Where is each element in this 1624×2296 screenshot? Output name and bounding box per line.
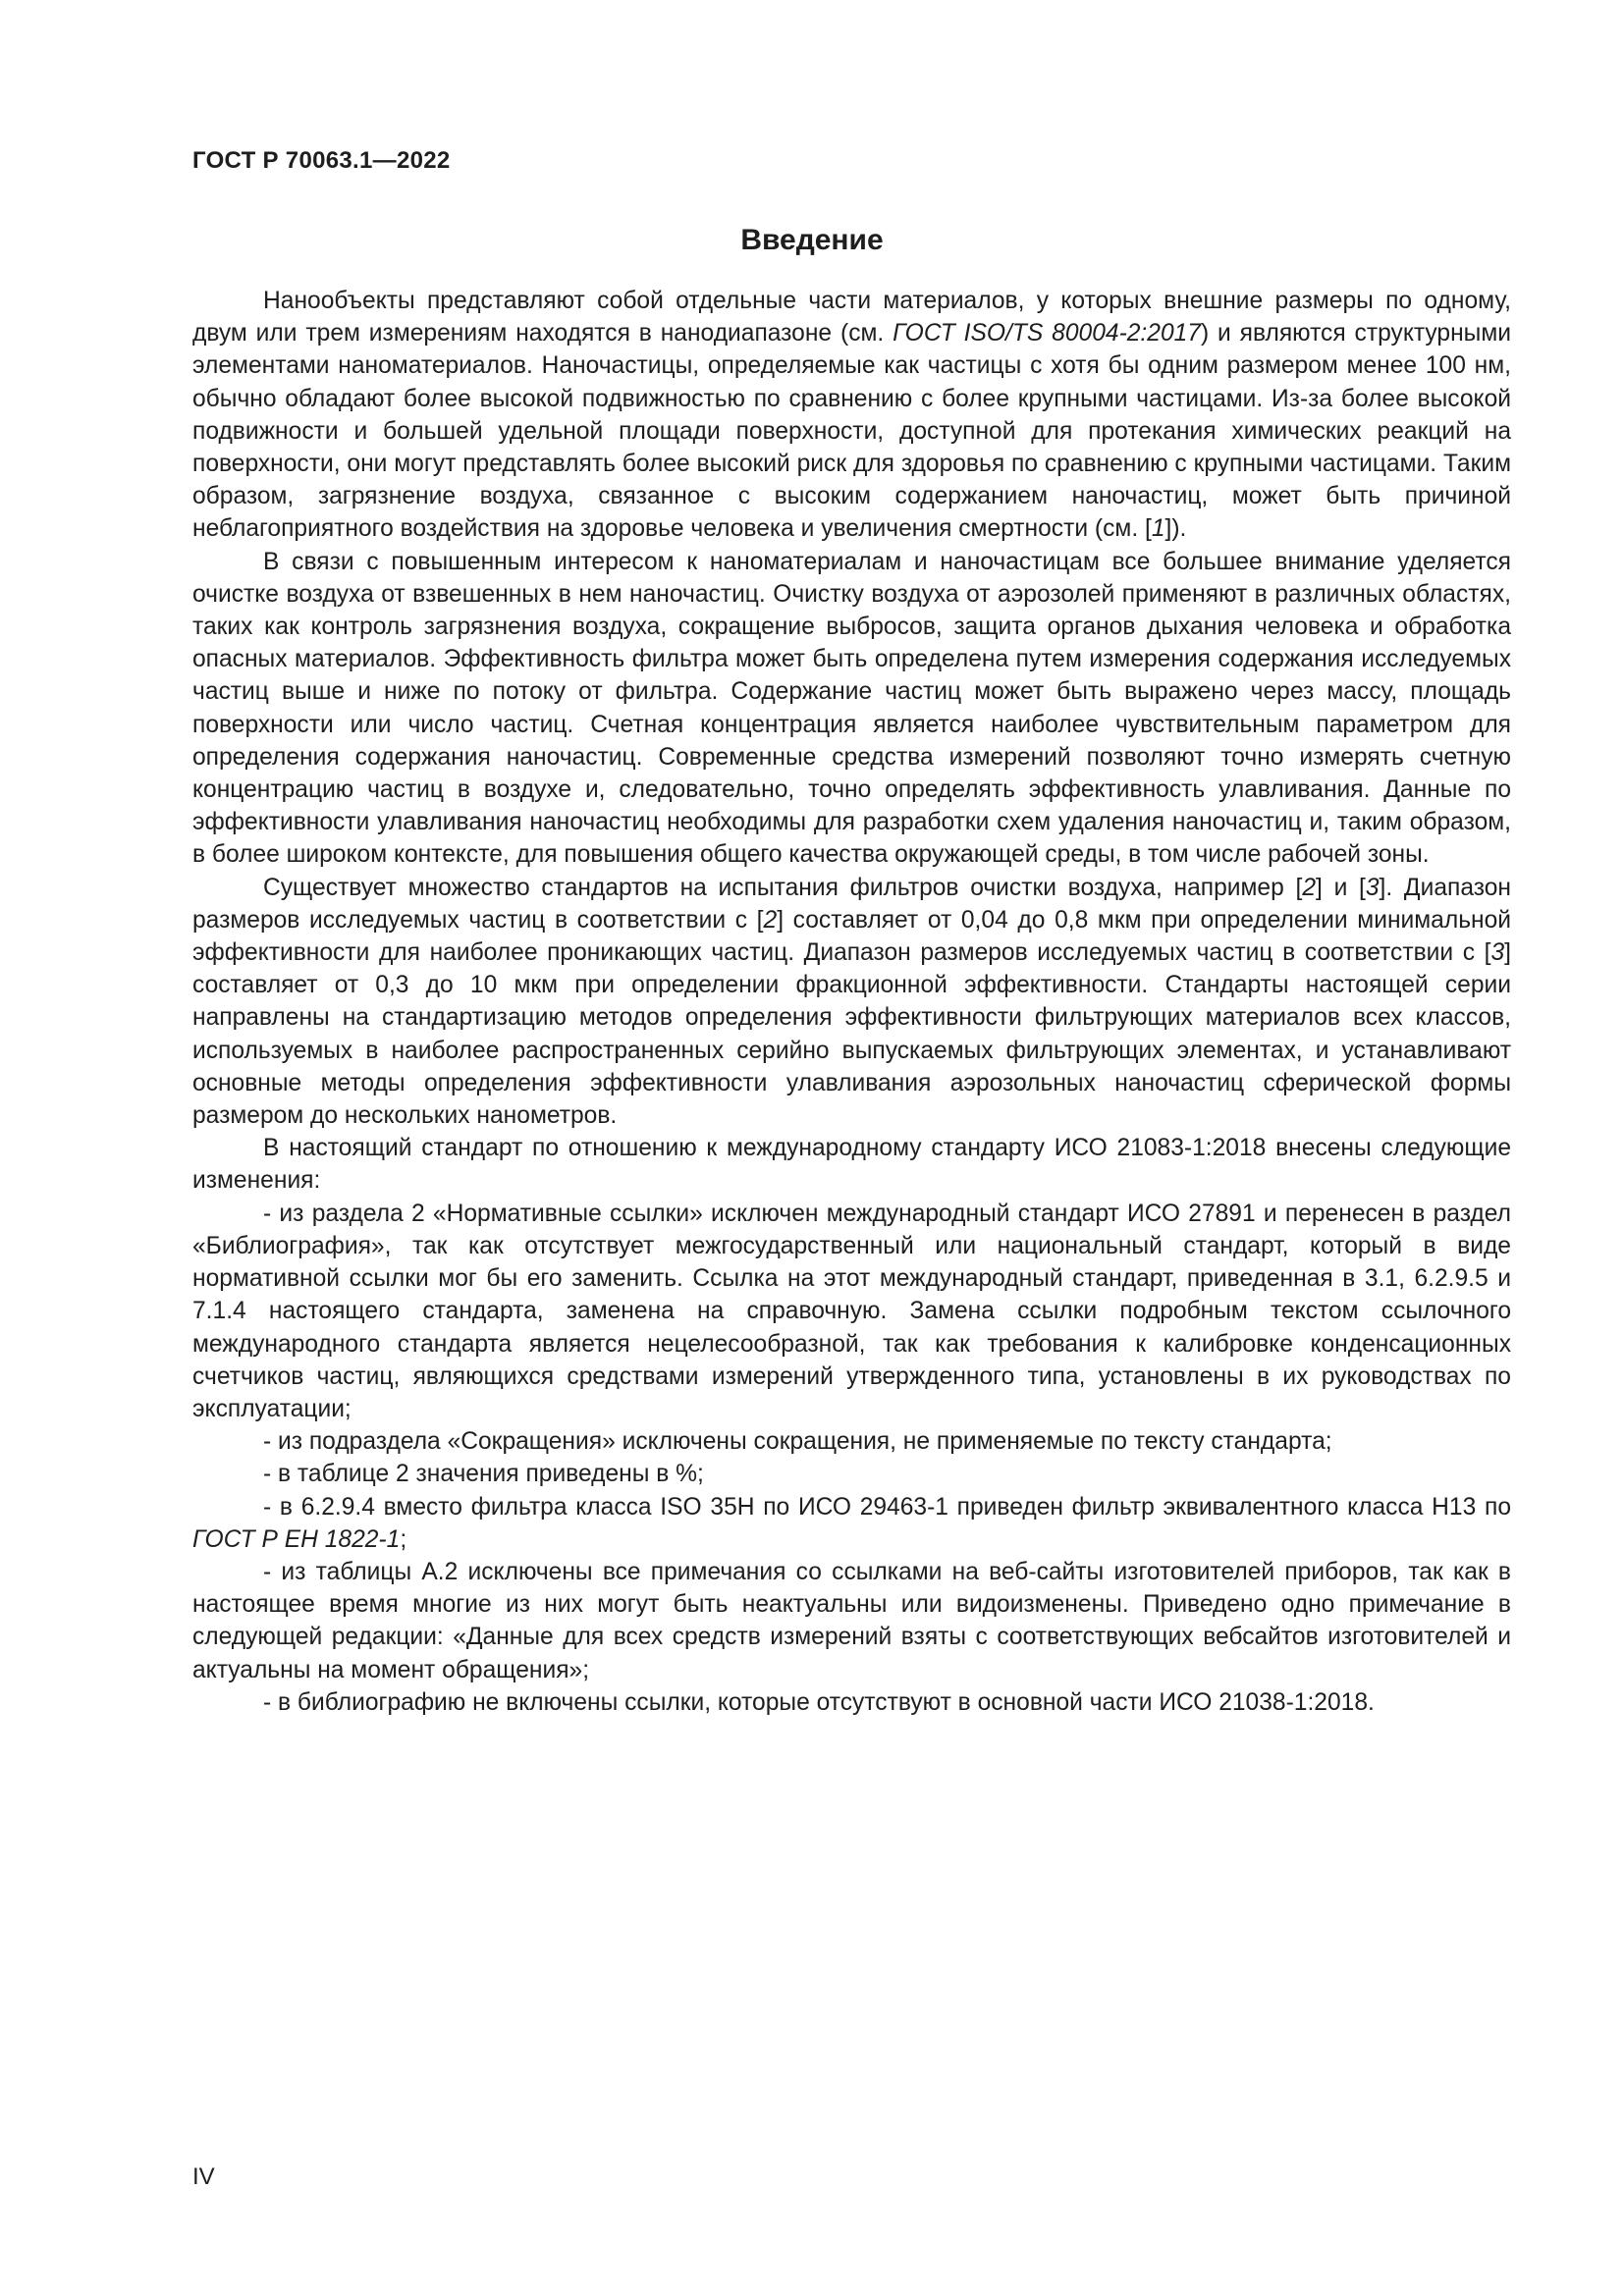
page-number: IV bbox=[192, 2163, 215, 2190]
paragraph bbox=[192, 546, 1511, 872]
paragraph-text: ] и [ bbox=[1316, 874, 1366, 901]
reference-italic: 3 bbox=[1365, 874, 1380, 901]
paragraph-text: ) и являются структурными элементами наноматериалов. Наночастицы, определяемые как частицы с хотя бы одним размером менее 100 нм, обычно обладают более высокой подвижностью по сравнению с более крупными частицами. Из-за более высокой подвижности и большей удельной площади поверхности, доступной для протекания химических реакций на поверхности, они могут представлять более высокий риск для здоровья по сравнению с крупными частицами. Таким образом, загрязнение воздуха, связанное с высоким содержанием наночастиц, может быть причиной неблагоприятного воздействия на здоровье человека и увеличения смертности (см. [ bbox=[192, 320, 1511, 543]
paragraph-text: ; bbox=[400, 1525, 407, 1553]
paragraph-text: - из подраздела «Сокращения» исключены сокращения, не применяемые по тексту стандарта; bbox=[263, 1428, 1332, 1456]
reference-italic: 1 bbox=[1151, 515, 1165, 543]
paragraph-text: - в 6.2.9.4 вместо фильтра класса ISO 35H по ИСО 29463-1 приведен фильтр эквивалентного класса Н13 по bbox=[263, 1493, 1511, 1521]
paragraph-text: Нанообъекты представляют собой отдельные части материалов, у которых внешние размеры по одному, двум или трем измерениям находятся в нанодиапазоне (см. bbox=[192, 288, 1511, 347]
section-title: Введение bbox=[740, 224, 884, 256]
paragraph bbox=[192, 1556, 1511, 1686]
document-code: ГОСТ Р 70063.1—2022 bbox=[192, 147, 451, 174]
paragraph-text: - из таблицы А.2 исключены все примечания со ссылками на веб-сайты изготовителей приборов, так как в настоящее время многие из них могут быть неактуальны или видоизменены. Приведено одно примечание в следующей редакции: «Данные для всех средств измерений взяты с соответствующих вебсайтов изготовителей и актуальны на момент обращения»; bbox=[192, 1558, 1511, 1683]
paragraph-text: Существует множество стандартов на испытания фильтров очистки воздуха, например [ bbox=[263, 874, 1303, 901]
paragraph bbox=[192, 1132, 1511, 1197]
paragraph-text: ]. Диапазон размеров исследуемых частиц в соответствии с [ bbox=[192, 874, 1511, 934]
paragraph bbox=[192, 1425, 1511, 1458]
paragraph bbox=[192, 1686, 1511, 1719]
body-text bbox=[192, 285, 1511, 1719]
paragraph bbox=[192, 1491, 1511, 1556]
paragraph-text: ] составляет от 0,04 до 0,8 мкм при определении минимальной эффективности для наиболее проникающих частиц. Диапазон размеров исследуемых частиц в соответствии с [ bbox=[192, 906, 1512, 967]
paragraph-text: В связи с повышенным интересом к наноматериалам и наночастицам все большее внимание уделяется очистке воздуха от взвешенных в нем наночастиц. Очистку воздуха от аэрозолей применяют в различных областях, таких как контроль загрязнения воздуха, сокращение выбросов, защита органов дыхания человека и обработка опасных материалов. Эффективность фильтра может быть определена путем измерения содержания исследуемых частиц выше и ниже по потоку от фильтра. Содержание частиц может быть выражено через массу, площадь поверхности или число частиц. Счетная концентрация является наиболее чувствительным параметром для определения содержания наночастиц. Современные средства измерений позволяют точно измерять счетную концентрацию частиц в воздухе и, следовательно, точно определять эффективность улавливания. Данные по эффективности улавливания наночастиц необходимы для разработки схем удаления наночастиц и, таким образом, в более широком контексте, для повышения общего качества окружающей среды, в том числе рабочей зоны. bbox=[192, 548, 1511, 869]
reference-italic: 2 bbox=[763, 906, 778, 934]
paragraph-text: ] составляет от 0,3 до 10 мкм при определении фракционной эффективности. Стандарты настоящей серии направлены на стандартизацию методов определения эффективности фильтрующих материалов всех классов, используемых в наиболее распространенных серийно выпускаемых фильтрующих элементах, и устанавливают основные методы определения эффективности улавливания аэрозольных наночастиц сферической формы размером до нескольких нанометров. bbox=[192, 939, 1511, 1130]
reference-italic: 3 bbox=[1490, 939, 1505, 967]
reference-italic: ГОСТ Р ЕН 1822-1 bbox=[192, 1525, 401, 1553]
paragraph-text: ]). bbox=[1164, 515, 1187, 543]
paragraph bbox=[192, 285, 1511, 546]
paragraph bbox=[192, 872, 1511, 1133]
paragraph bbox=[192, 1198, 1511, 1425]
paragraph-text: В настоящий стандарт по отношению к международному стандарту ИСО 21083-1:2018 внесены следующие изменения: bbox=[192, 1135, 1511, 1195]
paragraph-text: - из раздела 2 «Нормативные ссылки» исключен международный стандарт ИСО 27891 и перенесен в раздел «Библиография», так как отсутствует межгосударственный или национальный стандарт, который в виде нормативной ссылки мог бы его заменить. Ссылка на этот международный стандарт, приведенная в 3.1, 6.2.9.5 и 7.1.4 настоящего стандарта, заменена на справочную. Замена ссылки подробным текстом ссылочного международного стандарта является нецелесообразной, так как требования к калибровке конденсационных счетчиков частиц, являющихся средствами измерений утвержденного типа, установлены в их руководствах по эксплуатации; bbox=[192, 1200, 1511, 1422]
paragraph bbox=[192, 1458, 1511, 1490]
reference-italic: ГОСТ ISO/TS 80004-2:2017 bbox=[893, 320, 1201, 347]
reference-italic: 2 bbox=[1302, 874, 1317, 901]
paragraph-text: - в таблице 2 значения приведены в %; bbox=[263, 1461, 704, 1488]
paragraph-text: - в библиографию не включены ссылки, которые отсутствуют в основной части ИСО 21038-1:2018. bbox=[263, 1688, 1375, 1716]
